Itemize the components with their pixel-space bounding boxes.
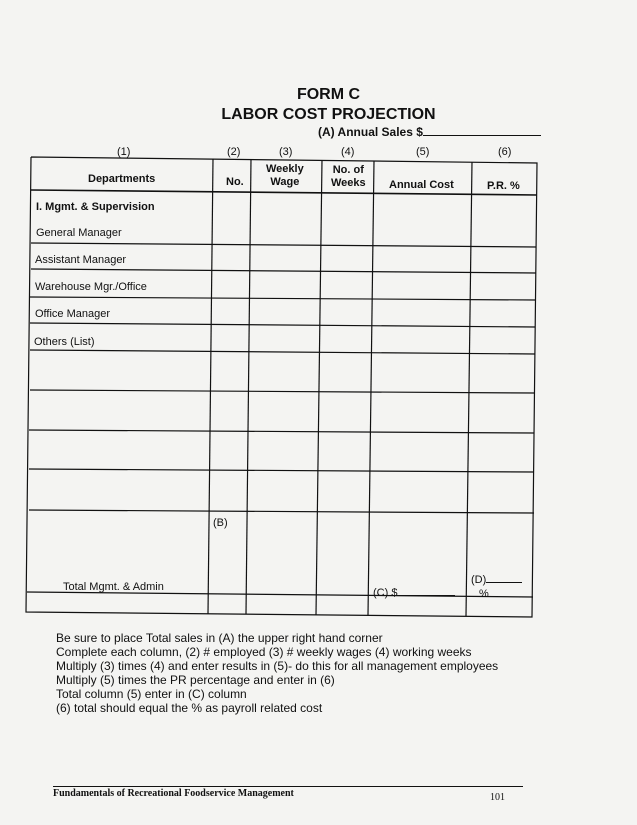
column-number-2: (2) <box>227 146 241 158</box>
total-d-line[interactable] <box>486 573 522 583</box>
header-weekly-wage-line1: Weekly <box>266 163 304 175</box>
total-c-line[interactable] <box>397 586 455 596</box>
header-weekly-wage <box>266 163 304 189</box>
column-number-6: (6) <box>498 146 512 158</box>
instruction-line: Total column (5) enter in (C) column <box>56 687 247 701</box>
total-percent-field[interactable] <box>471 587 489 600</box>
footer-page-number: 101 <box>490 792 505 803</box>
column-number-5: (5) <box>416 146 430 158</box>
row-general-manager: General Manager <box>36 227 122 239</box>
header-weekly-wage-line2: Wage <box>270 176 300 188</box>
total-c-field[interactable] <box>373 586 455 599</box>
instructions <box>56 631 498 715</box>
total-b-label: (B) <box>213 517 228 529</box>
instruction-line: (6) total should equal the % as payroll related cost <box>56 701 323 715</box>
row-office-manager: Office Manager <box>35 308 111 320</box>
instruction-line: Be sure to place Total sales in (A) the upper right hand corner <box>56 631 383 645</box>
footer-book-title: Fundamentals of Recreational Foodservice Management <box>53 788 294 799</box>
row-assistant-manager: Assistant Manager <box>35 254 127 266</box>
header-no-of-weeks-line2: Weeks <box>331 177 366 189</box>
instruction-line: Multiply (5) times the PR percentage and enter in (6) <box>56 673 335 687</box>
header-no-of-weeks <box>331 164 366 190</box>
column-number-1: (1) <box>117 146 131 158</box>
header-departments: Departments <box>88 173 156 185</box>
header-no-of-weeks-line1: No. of <box>332 164 364 176</box>
header-annual-cost: Annual Cost <box>389 179 454 191</box>
instruction-line: Multiply (3) times (4) and enter results in (5)- do this for all management employees <box>56 659 499 673</box>
total-c-label: (C) $ <box>373 587 398 599</box>
total-mgmt-admin-label: Total Mgmt. & Admin <box>63 581 164 593</box>
form-subtitle: LABOR COST PROJECTION <box>221 106 436 123</box>
footer-rule <box>53 786 523 787</box>
header-no: No. <box>226 176 244 188</box>
total-percent-label: % <box>479 588 489 600</box>
total-d-field[interactable] <box>471 573 522 586</box>
column-number-3: (3) <box>279 146 293 158</box>
instruction-line: Complete each column, (2) # employed (3) # weekly wages (4) working weeks <box>56 645 472 659</box>
annual-sales-label: (A) Annual Sales $ <box>318 125 423 139</box>
section-mgmt-supervision: I. Mgmt. & Supervision <box>36 201 155 213</box>
row-others: Others (List) <box>34 336 95 348</box>
column-number-4: (4) <box>341 146 355 158</box>
form-title: FORM C <box>296 86 361 103</box>
header-pr-percent: P.R. % <box>487 180 520 192</box>
total-d-label: (D) <box>471 574 487 586</box>
row-warehouse-mgr: Warehouse Mgr./Office <box>35 281 147 293</box>
total-percent-line[interactable] <box>471 587 479 597</box>
